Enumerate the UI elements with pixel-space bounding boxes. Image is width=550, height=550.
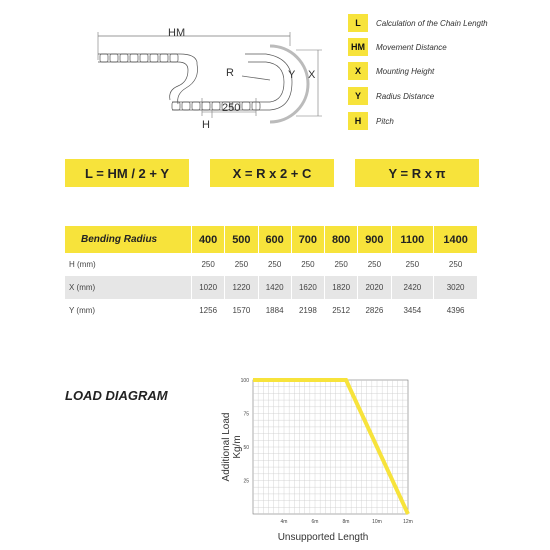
y-label: Y xyxy=(288,69,296,81)
chain-diagram xyxy=(60,20,330,140)
legend-text: Calculation of the Chain Length xyxy=(376,18,488,28)
row-label: H (mm) xyxy=(65,253,192,276)
table-cell: 1820 xyxy=(325,276,358,299)
table-row xyxy=(65,299,478,322)
table-header-cell: 900 xyxy=(358,226,391,253)
table-cell: 1256 xyxy=(192,299,225,322)
legend-badge: X xyxy=(348,62,368,80)
legend-item-x xyxy=(348,62,434,80)
table-cell: 2420 xyxy=(391,276,434,299)
y-tick-label: 25 xyxy=(243,478,249,485)
table-cell: 1420 xyxy=(258,276,291,299)
table-cell: 1884 xyxy=(258,299,291,322)
legend-badge: H xyxy=(348,112,368,130)
table-row xyxy=(65,253,478,276)
table-cell: 4396 xyxy=(434,299,478,322)
r-label: R xyxy=(226,67,234,79)
table-header-row xyxy=(65,226,478,253)
formula-mounting-height: X = R x 2 + C xyxy=(210,159,334,187)
table-cell: 250 xyxy=(358,253,391,276)
h-label: H xyxy=(202,119,210,131)
table-cell: 250 xyxy=(192,253,225,276)
load-diagram-title: LOAD DIAGRAM xyxy=(65,388,168,403)
table-cell: 250 xyxy=(391,253,434,276)
legend-item-y xyxy=(348,87,434,105)
x-tick-label: 6m xyxy=(311,519,319,525)
legend-badge: L xyxy=(348,14,368,32)
table-header-cell: 400 xyxy=(192,226,225,253)
legend-badge: HM xyxy=(348,38,368,56)
table-header-cell: Bending Radius xyxy=(65,226,192,253)
table-header-cell: 700 xyxy=(291,226,324,253)
x-tick-label: 4m xyxy=(280,519,288,525)
legend-text: Pitch xyxy=(376,116,394,126)
table-cell: 2198 xyxy=(291,299,324,322)
table-header-cell: 800 xyxy=(325,226,358,253)
table-row xyxy=(65,276,478,299)
legend-item-l xyxy=(348,14,488,32)
legend-badge: Y xyxy=(348,87,368,105)
table-cell: 3454 xyxy=(391,299,434,322)
y-tick-label: 100 xyxy=(240,378,249,384)
y-tick-label: 50 xyxy=(243,445,249,451)
y-tick-label: 75 xyxy=(243,411,249,418)
table-cell: 1220 xyxy=(225,276,258,299)
legend-text: Mounting Height xyxy=(376,66,435,76)
table-cell: 250 xyxy=(325,253,358,276)
load-chart xyxy=(215,368,425,548)
table-cell: 2512 xyxy=(325,299,358,322)
row-label: Y (mm) xyxy=(65,299,192,322)
y-axis-unit: Kg/m xyxy=(232,435,243,459)
table-cell: 1620 xyxy=(291,276,324,299)
legend-item-hm xyxy=(348,38,447,56)
table-header-cell: 1100 xyxy=(391,226,434,253)
table-cell: 3020 xyxy=(434,276,478,299)
table-cell: 1020 xyxy=(192,276,225,299)
x-tick-label: 10m xyxy=(372,519,382,525)
formula-radius-distance: Y = R x π xyxy=(355,159,479,187)
table-header-cell: 600 xyxy=(258,226,291,253)
table-cell: 2020 xyxy=(358,276,391,299)
x-tick-label: 12m xyxy=(403,519,413,525)
table-header-cell: 1400 xyxy=(434,226,478,253)
table-cell: 2826 xyxy=(358,299,391,322)
formula-chain-length: L = HM / 2 + Y xyxy=(65,159,189,187)
chart-grid xyxy=(253,380,408,514)
x-axis-label: Unsupported Length xyxy=(277,532,369,543)
legend-item-h xyxy=(348,112,394,130)
y-axis-label: Additional Load xyxy=(221,412,232,482)
table-header-cell: 500 xyxy=(225,226,258,253)
bending-radius-table xyxy=(65,226,478,322)
legend-text: Movement Distance xyxy=(376,42,447,52)
table-cell: 250 xyxy=(291,253,324,276)
table-cell: 250 xyxy=(225,253,258,276)
dim-250-label: 250 xyxy=(222,102,241,114)
table-cell: 250 xyxy=(434,253,478,276)
row-label: X (mm) xyxy=(65,276,192,299)
x-label: X xyxy=(308,69,316,81)
legend-text: Radius Distance xyxy=(376,91,435,101)
hm-label: HM xyxy=(168,27,186,39)
table-cell: 1570 xyxy=(225,299,258,322)
x-tick-label: 8m xyxy=(342,519,350,525)
table-cell: 250 xyxy=(258,253,291,276)
